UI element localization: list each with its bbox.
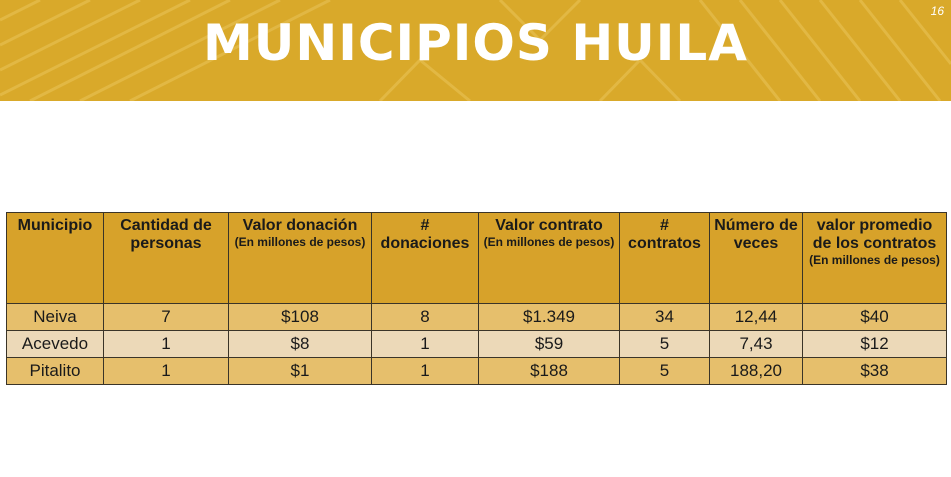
cell-donaciones: 1 — [372, 358, 479, 385]
cell-numero-veces: 7,43 — [710, 331, 803, 358]
cell-numero-veces: 188,20 — [710, 358, 803, 385]
cell-valor-contrato: $1.349 — [479, 304, 620, 331]
table-row — [7, 358, 947, 385]
cell-valor-contrato: $59 — [479, 331, 620, 358]
page-number: 16 — [930, 4, 944, 18]
cell-cantidad: 7 — [104, 304, 229, 331]
page-title: MUNICIPIOS HUILA — [203, 14, 748, 72]
cell-cantidad: 1 — [104, 358, 229, 385]
header-valor-promedio: valor promedio de los contratos (En millones de pesos) — [803, 213, 947, 304]
cell-valor-promedio: $38 — [803, 358, 947, 385]
header-valor-donacion: Valor donación (En millones de pesos) — [229, 213, 372, 304]
table-row — [7, 304, 947, 331]
cell-donaciones: 1 — [372, 331, 479, 358]
header-valor-contrato: Valor contrato (En millones de pesos) — [479, 213, 620, 304]
cell-contratos: 5 — [620, 331, 710, 358]
cell-valor-donacion: $8 — [229, 331, 372, 358]
cell-valor-donacion: $108 — [229, 304, 372, 331]
cell-cantidad: 1 — [104, 331, 229, 358]
table-row — [7, 331, 947, 358]
cell-valor-donacion: $1 — [229, 358, 372, 385]
header-numero-veces: Número de veces — [710, 213, 803, 304]
municipios-table — [6, 212, 947, 385]
cell-municipio: Neiva — [7, 304, 104, 331]
header-cantidad-personas: Cantidad de personas — [104, 213, 229, 304]
cell-valor-promedio: $40 — [803, 304, 947, 331]
header-num-contratos: # contratos — [620, 213, 710, 304]
header-municipio: Municipio — [7, 213, 104, 304]
cell-municipio: Acevedo — [7, 331, 104, 358]
cell-numero-veces: 12,44 — [710, 304, 803, 331]
header-num-donaciones: # donaciones — [372, 213, 479, 304]
cell-donaciones: 8 — [372, 304, 479, 331]
cell-valor-contrato: $188 — [479, 358, 620, 385]
table-header-row — [7, 213, 947, 304]
cell-contratos: 34 — [620, 304, 710, 331]
cell-municipio: Pitalito — [7, 358, 104, 385]
cell-contratos: 5 — [620, 358, 710, 385]
title-banner — [0, 0, 951, 101]
cell-valor-promedio: $12 — [803, 331, 947, 358]
